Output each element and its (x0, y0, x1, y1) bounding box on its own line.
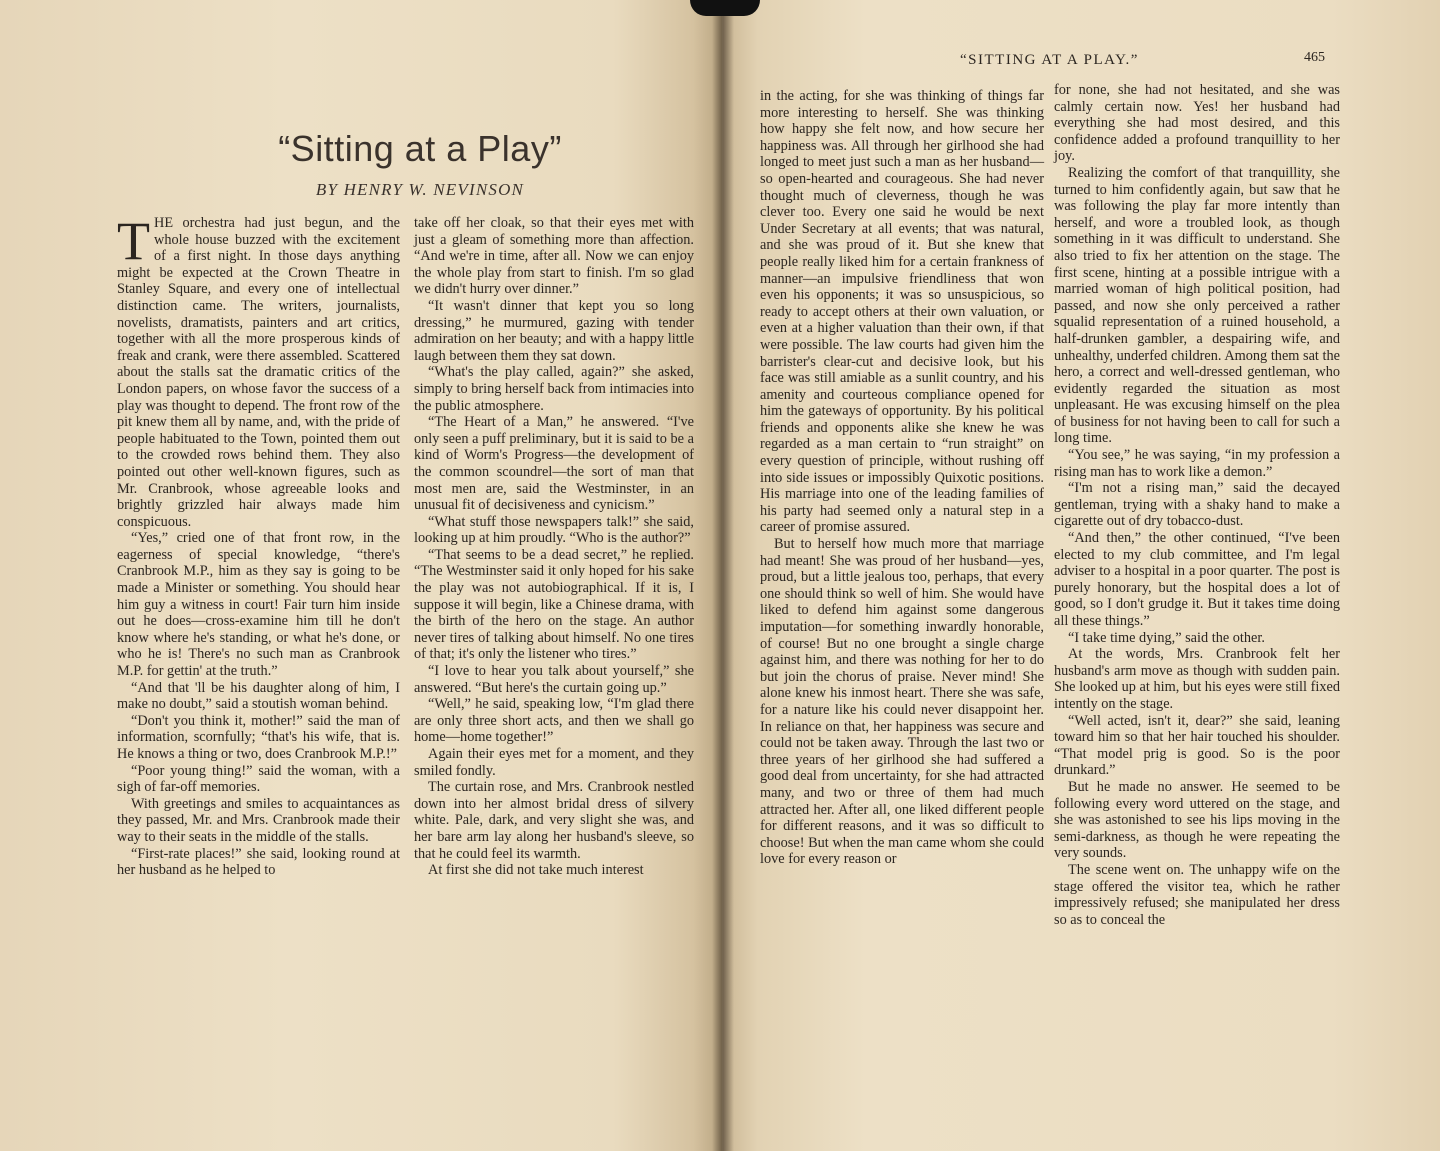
paragraph: “It wasn't dinner that kept you so long dressing,” he murmured, gazing with tender admiration on her beauty; and with a happy little laugh between them they sat down. (414, 297, 694, 364)
drop-cap: T (117, 211, 150, 271)
paragraph: take off her cloak, so that their eyes met with just a gleam of something more than affection. “And we're in time, after all. Now we can enjoy the whole play from start to finish. I'm so glad we didn't hurry over dinner.” (414, 215, 694, 298)
paragraph: The scene went on. The unhappy wife on the stage offered the visitor tea, which he rather impressively refused; she manipulated her dress so as to conceal the (1054, 861, 1340, 928)
story-byline: BY HENRY W. NEVINSON (315, 180, 525, 199)
left-column-1 (117, 211, 400, 879)
paragraph: “You see,” he was saying, “in my profession a rising man has to work like a demon.” (1054, 447, 1340, 480)
running-head: “SITTING AT A PLAY.” (960, 52, 1139, 68)
paragraph: “And then,” the other continued, “I've been elected to my club committee, and I'm legal adviser to a hospital in a poor quarter. The post is purely honorary, but the hospital does a lot of good, so I don't grudge it. But it takes time doing all these things.” (1054, 530, 1340, 629)
book-gutter (712, 0, 734, 1151)
paragraph: THE orchestra had just begun, and the whole house buzzed with the excitement of a first night. In those days anything might be expected at the Crown Theatre in Stanley Square, and every one of intellectual distinction came. The writers, journalists, novelists, dramatists, painters and art critics, together with all the more prosperous kinds of freak and crank, were there assembled. Scattered about the stalls sat the dramatic critics of the London papers, on whose favor the success of a play was thought to depend. The front row of the pit knew them all by name, and, with the pride of people habituated to the Town, pointed them out to the crowded rows behind them. They also pointed out other well-known figures, such as Mr. Cranbrook, whose agreeable looks and brightly grizzled hair always made him conspicuous. (117, 211, 400, 530)
paragraph: “What stuff those newspapers talk!” she said, looking up at him proudly. “Who is the author?” (414, 513, 694, 547)
right-column-1 (760, 88, 1044, 868)
paragraph: “What's the play called, again?” she asked, simply to bring herself back from intimacies into the public atmosphere. (414, 364, 694, 414)
paragraph: “Don't you think it, mother!” said the man of information, scornfully; “that's his wife, that is. He knows a thing or two, does Cranbrook M.P.!” (117, 712, 400, 762)
paragraph: “The Heart of a Man,” he answered. “I've only seen a puff preliminary, but it is said to be a kind of Worm's Progress—the development of the common scoundrel—the sort of man that most men are, said the Westminster, in an unusual fit of decisiveness and cynicism.” (414, 414, 694, 514)
paragraph: The curtain rose, and Mrs. Cranbrook nestled down into her almost bridal dress of silvery white. Pale, dark, and very slight she was, and her bare arm lay along her husband's sleeve, so that he could feel its warmth. (414, 779, 694, 862)
paragraph: At the words, Mrs. Cranbrook felt her husband's arm move as though with sudden pain. She looked up at him, but his eyes were still fixed intently on the stage. (1054, 646, 1340, 712)
paragraph: “I take time dying,” said the other. (1068, 629, 1265, 646)
paragraph: “Well,” he said, speaking low, “I'm glad there are only three short acts, and then we shall go home—home together!” (414, 696, 694, 746)
paragraph: “I'm not a rising man,” said the decayed gentleman, trying with a shaky hand to make a cigarette out of dry tobacco-dust. (1054, 480, 1340, 530)
spine-shadow (690, 0, 760, 16)
paragraph: for none, she had not hesitated, and she was calmly certain now. Yes! her husband had everything she had most desired, and this confidence added a profound tranquillity to her joy. (1054, 82, 1340, 165)
paragraph: in the acting, for she was thinking of things far more interesting to herself. She was thinking how happy she felt now, and how secure her happiness was. All through her girlhood she had longed to meet just such a man as her husband—so open-hearted and courageous. She had never thought much of cleverness, though he was clever too. Every one said he would be next Under Secretary at all events; that was natural, and she was proud of it. But she knew that people really liked him for a certain frankness of manner—an impulsive friendliness that won even his opponents; it was so unsuspicious, so ready to accept others at their own valuation, or even at a higher valuation than their own, if that were possible. The law courts had given him the barrister's clear-cut and decisive look, but his face was still amiable as a sunlit country, and his amenity and courteous compliance opened for him the gateways of opportunity. By his political friends and opponents alike she knew he was regarded as a man certain to “run straight” on every question of principle, without rushing off into side issues or impossibly Quixotic positions. His marriage into one of the leading families of his party had seemed only a natural step in a career of promise assured. (760, 88, 1044, 536)
paragraph: “I love to hear you talk about yourself,” she answered. “But here's the curtain going up.” (414, 663, 694, 696)
page-number: 465 (1304, 50, 1325, 65)
paragraph: Realizing the comfort of that tranquillity, she turned to him confidently again, but saw that he was following the play far more intently than herself, and wore a troubled look, as though something in it was difficult to understand. She also tried to fix her attention on the stage. The first scene, hinting at a possible intrigue with a married woman of high political position, had passed, and now she only perceived a rather squalid representation of a ruined household, a half-drunken gambler, a despairing wife, and unhealthy, underfed children. Among them sat the hero, a correct and well-dressed gentleman, who evidently regarded the situation as most unpleasant. He was excusing himself on the plea of business for not having been to call for such a long time. (1054, 164, 1340, 447)
paragraph: “Well acted, isn't it, dear?” she said, leaning toward him so that her hair touched his shoulder. “That model prig is good. So is the poor drunkard.” (1054, 712, 1340, 779)
paragraph: “Yes,” cried one of that front row, in the eagerness of special knowledge, “there's Cranbrook M.P., him as they say is going to be made a Minister or something. You should hear him guy a witness in court! Fair turn him inside out he does—cross-examine him till he don't know where he's standing, or what he's done, or who he is! There's no such man as Cranbrook M.P. for gettin' at the truth.” (117, 530, 400, 680)
right-column-2 (1054, 82, 1340, 928)
paragraph: With greetings and smiles to acquaintances as they passed, Mr. and Mrs. Cranbrook made their way to their seats in the middle of the stalls. (117, 795, 400, 845)
paragraph: At first she did not take much interest (428, 862, 644, 879)
left-column-2 (414, 215, 694, 879)
paragraph: “And that 'll be his daughter along of him, I make no doubt,” said a stoutish woman behind. (117, 679, 400, 713)
right-page (722, 0, 1440, 1151)
paragraph: “That seems to be a dead secret,” he replied. “The Westminster said it only hoped for his sake the play was not autobiographical. If it is, I suppose it will begin, like a Chinese drama, with the birth of the hero on the stage. An author never tires of talking about himself. No one tires of that; it's only the listener who tires.” (414, 546, 694, 663)
paragraph: “First-rate places!” she said, looking round at her husband as he helped to (117, 845, 400, 879)
paragraph: Again their eyes met for a moment, and they smiled fondly. (414, 746, 694, 779)
paragraph: “Poor young thing!” said the woman, with a sigh of far-off memories. (117, 762, 400, 796)
paragraph: But to herself how much more that marriage had meant! She was proud of her husband—yes, proud, but a little jealous too, perhaps, that every one should think so well of him. She would have liked to defend him against some dangerous imputation—for something inwardly honorable, of course! But no one brought a single charge against him, and there was nothing for her to do but join the chorus of praise. Never mind! She alone knew his inmost heart. There she was safe, for a nature like his could never disappoint her. In reliance on that, her happiness was secure and could not be taken away. Through the last two or three years of her girlhood she had suffered a good deal from uncertainty, for she had attracted many, and two or three of them had much attracted her. After all, one liked different people for different reasons, and it was so difficult to choose! But when the man came whom she could love for every reason or (760, 536, 1044, 868)
paragraph: But he made no answer. He seemed to be following every word uttered on the stage, and she was astonished to see his lips moving in the semi-darkness, as though he were repeating the very sounds. (1054, 778, 1340, 862)
story-title: “Sitting at a Play” (278, 128, 562, 169)
